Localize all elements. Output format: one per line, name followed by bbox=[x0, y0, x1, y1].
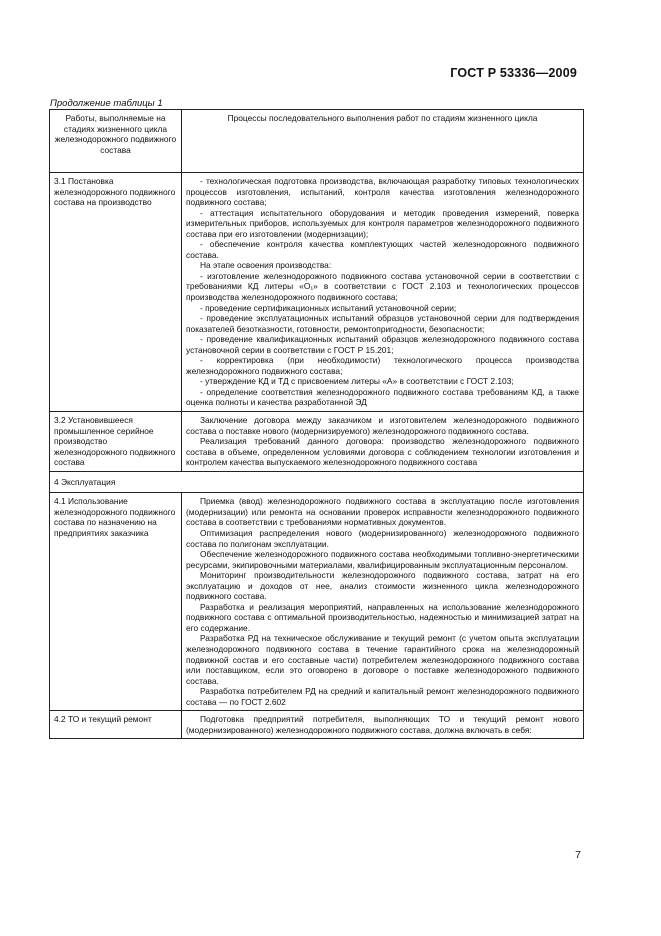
table-row bbox=[50, 711, 584, 739]
stage-cell: 4.1 Использование железнодорожного подвижного состава по назначению на предприятиях заказчика bbox=[50, 493, 182, 711]
process-cell bbox=[182, 412, 584, 472]
stage-cell: 4.2 ТО и текущий ремонт bbox=[50, 711, 182, 739]
process-paragraph: - обеспечение контроля качества комплектующих частей железнодорожного подвижного состава. bbox=[186, 239, 579, 260]
page-number: 7 bbox=[575, 849, 581, 861]
process-cell bbox=[182, 173, 584, 412]
process-paragraph: На этапе освоения производства: bbox=[200, 260, 332, 271]
table-header-row bbox=[50, 110, 584, 173]
process-paragraph: Разработка потребителем РД на средний и капитальный ремонт железнодорожного подвижного состава — по ГОСТ 2.602 bbox=[186, 686, 579, 707]
process-paragraph: Разработка РД на техническое обслуживание и текущий ремонт (с учетом опыта эксплуатации железнодорожного подвижного состава в течение гарантийного срока на железнодорожный подвижной состав и его составные части) потребителем железнодорожного подвижного состава или поставщиком, если это оговорено в договоре о поставке железнодорожного подвижного состава. bbox=[186, 633, 579, 686]
stage-cell: 3.2 Установившееся промышленное серийное производство железнодорожного подвижного состава bbox=[50, 412, 182, 472]
process-paragraph: Обеспечение железнодорожного подвижного состава необходимыми топливно-энергетическими ресурсами, экипировочными материалами, квалифицированным эксплуатационным персоналом. bbox=[186, 549, 579, 570]
table-caption: Продолжение таблицы 1 bbox=[50, 98, 163, 109]
col1-header: Работы, выполняемые на стадиях жизненного цикла железнодорожного подвижного состава bbox=[50, 110, 182, 173]
process-paragraph: - проведение эксплуатационных испытаний образцов установочной серии для подтверждения показателей безотказности, готовности, ремонтопригодности, безопасности; bbox=[186, 313, 579, 334]
process-paragraph: Реализация требований данного договора: производство железнодорожного подвижного состава в объеме, определенном условиями договора с соблюдением технологии изготовления и контролем качества выпускаемого железнодорожного подвижного состава bbox=[186, 436, 579, 468]
process-paragraph: - проведение квалификационных испытаний образцов железнодорожного подвижного состава установочной серии в соответствии с ГОСТ Р 15.201; bbox=[186, 334, 579, 355]
process-cell bbox=[182, 493, 584, 711]
process-paragraph: - корректировка (при необходимости) технологического процесса производства железнодорожного подвижного состава; bbox=[186, 355, 579, 376]
document-code: ГОСТ Р 53336—2009 bbox=[450, 66, 577, 80]
table-row bbox=[50, 412, 584, 472]
table-row bbox=[50, 173, 584, 412]
process-paragraph: Подготовка предприятий потребителя, выполняющих ТО и текущий ремонт нового (модернизированного) железнодорожного подвижного состава, должна включать в себя: bbox=[186, 714, 579, 735]
process-paragraph: - проведение сертификационных испытаний установочной серии; bbox=[200, 302, 457, 313]
section-heading: 4 Эксплуатация bbox=[50, 471, 584, 493]
stage-cell: 3.1 Постановка железнодорожного подвижного состава на производство bbox=[50, 173, 182, 412]
process-paragraph: - технологическая подготовка производства, включающая разработку типовых технологических процессов изготовления, испытаний, контроля качества изготовления железнодорожного подвижного состава; bbox=[186, 176, 579, 208]
lifecycle-table bbox=[49, 109, 584, 739]
process-paragraph: - определение соответствия железнодорожного подвижного состава требованиям КД, а также оценка полноты и качества разработанной ЭД bbox=[186, 386, 579, 408]
process-cell bbox=[182, 711, 584, 739]
process-paragraph: Приемка (ввод) железнодорожного подвижного состава в эксплуатацию после изготовления (модернизации) или ремонта на основании проверок исправности железнодорожного подвижного состава в соответствии с требованиями нормативных документов. bbox=[186, 496, 579, 528]
table-row bbox=[50, 493, 584, 711]
process-paragraph: Мониторинг производительности железнодорожного подвижного состава, затрат на его эксплуатацию и доходов от нее, анализ стоимости жизненного цикла железнодорожного подвижного состава. bbox=[186, 570, 579, 602]
process-paragraph: Заключение договора между заказчиком и изготовителем железнодорожного подвижного состава о поставке нового (модернизируемого) железнодорожного подвижного состава. bbox=[186, 415, 579, 436]
process-paragraph: Оптимизация распределения нового (модернизированного) железнодорожного подвижного состава по полигонам эксплуатации. bbox=[186, 527, 579, 549]
process-paragraph: - аттестация испытательного оборудования и методик проведения измерений, поверка измерительных приборов, используемых для контроля параметров железнодорожного подвижного состава при его изготовлении (модернизации); bbox=[186, 207, 579, 239]
section-row bbox=[50, 471, 584, 493]
col2-header: Процессы последовательного выполнения работ по стадиям жизненного цикла bbox=[182, 110, 584, 173]
process-paragraph: - утверждение КД и ТД с присвоением литеры «А» в соответствии с ГОСТ 2.103; bbox=[200, 376, 514, 387]
process-paragraph: Разработка и реализация мероприятий, направленных на использование железнодорожного подвижного состава с оптимальной производительностью, надежностью и минимизацией затрат на его содержание. bbox=[186, 601, 579, 633]
process-paragraph: - изготовление железнодорожного подвижного состава установочной серии в соответствии с требованиями КД литеры «О₁» в соответствии с ГОСТ 2.103 и технологических процессов производства железнодорожного подвижного состава; bbox=[186, 270, 579, 303]
